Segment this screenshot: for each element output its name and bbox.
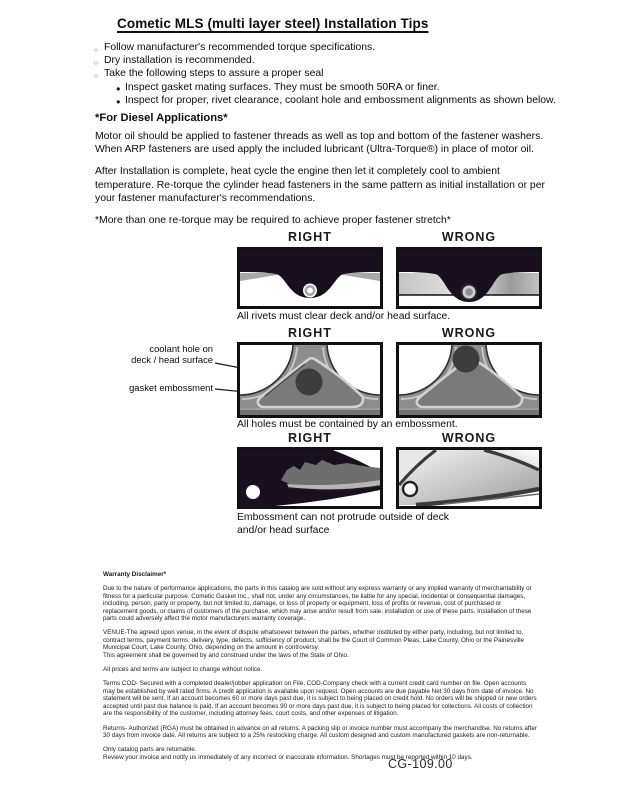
rivet-right-diagram	[237, 247, 383, 309]
diesel-paragraph: Motor oil should be applied to fastener threads as well as top and bottom of the fastener washers. When ARP fasteners are used apply the included lubricant (Ultra-Torque®) in place of motor oil.	[95, 131, 544, 156]
diesel-heading: *For Diesel Applications*	[95, 112, 228, 124]
installation-tips-list	[95, 41, 557, 107]
wrong-label: WRONG	[441, 326, 497, 340]
diagram-caption: Embossment can not protrude outside of deck and/or head surface	[237, 512, 449, 536]
tip-item: ○ Take the following steps to assure a proper seal	[95, 67, 557, 80]
diagram-caption: All holes must be contained by an embossment.	[237, 419, 458, 430]
right-label: RIGHT	[288, 326, 332, 340]
embossment-right-diagram	[237, 447, 383, 509]
tip-subitem: ● Inspect for proper, rivet clearance, coolant hole and embossment alignments as shown below.	[95, 94, 557, 107]
tip-item: ○ Follow manufacturer's recommended torque specifications.	[95, 41, 557, 54]
page-code: CG-109.00	[388, 757, 453, 771]
diagram-row-coolant-hole	[0, 326, 618, 432]
coolant-wrong-diagram	[396, 342, 542, 418]
coolant-right-diagram	[237, 342, 383, 418]
bolt-hole	[246, 485, 260, 499]
right-label: RIGHT	[288, 431, 332, 445]
coolant-hole	[296, 369, 323, 396]
legal-paragraph: All prices and terms are subject to change without notice.	[103, 666, 263, 674]
legal-paragraph: Due to the nature of performance applications, the parts in this catalog are sold without any express warranty or any implied warranty of merchantability or fitness for a particular purpose. Cometic Gasket Inc., shall not, under any circumstances, be liable for any special, incidental or consequential damages, including, person, party or property, but not limited to, damage, or loss of property or equipment, loss of profits or revenue, cost of purchased or replacement goods, or claims of customers of the purchase, which may arise and/or result from sale, installation or use of these parts. Installation of these parts could adversely affect the motor manufacturers warranty coverage.	[103, 585, 532, 623]
legal-paragraph: Terms COD- Secured with a completed dealer/jobber application on File, COD-Company check with a current credit card number on file. Open accounts may be established by well rated firms. A credit application is available upon request. Open accounts are due payable Net 30 days from date of invoice. No statement will be sent. If an account becomes 60 or more days past due, it is subject to being placed on credit hold. No orders will be shipped or new orders accepted until past due balance is paid. If an account becomes 90 or more days past due, it is subject to being placed for collections. All costs of collection are the responsibility of the customer, including attorney fees, court costs, and other expenses of litigation.	[103, 680, 537, 718]
legal-fine-print: Warranty Disclaimer* Due to the nature of performance applications, the parts in this catalog are sold without any express warranty or any implied warranty of merchantability or fitness for a particular purpose. Cometic Gasket Inc., shall not, under any circumstances, be liable for any special, incidental or consequential damages, including, person, party or property, but not limited to, damage, or loss of property or equipment, loss of profits or revenue, cost of purchased or replacement goods, or claims of customers of the purchase, which may arise and/or result from sale, installation or use of these parts. Installation of these parts could adversely affect the motor manufacturers warranty coverage. VENUE-The agreed upon venue, in the event of dispute whatsoever between the parties, whether instituted by either party, including, but not limited to, contract terms, payment terms, delivery, type, defects, sufficiency of product, shall be the Court of Common Pleas, Lake County, Ohio or the Painesville Municipal Court, Lake County, Ohio, depending on the amount in controversy. This agreement shall be governed by and construed under the laws of the State of Ohio. All prices and terms are subject to change without notice. Terms COD- Secured with a completed dealer/jobber application on File, COD-Company check with a current credit card number on file. Open accounts may be established by well rated firms. A credit application is available upon request. Open accounts are due payable Net 30 days from date of invoice. No statement will be sent. If an account becomes 60 or more days past due, it is subject to being placed on credit hold. No orders will be shipped or new orders accepted until past due balance is paid. If an account becomes 90 or more days past due, it is subject to being placed for collections. All costs of collection are the responsibility of the customer, including attorney fees, court costs, and other expenses of litigation. Returns- Authorized (RGA) must be obtained in advance on all returns. A packing slip or invoice number must accompany the merchandise. No returns after 30 days from invoice date. All returns are subject to a 25% restocking charge. All custom designed and custom manufactured gaskets are non-returnable. Only catalog parts are returnable. Review your invoice and notify us immediately of any incorrect or inaccurate information. Shortages must be reported within 10 days.	[103, 571, 538, 761]
diesel-paragraph: After Installation is complete, heat cycle the engine then let it completely cool to ambient temperature. Re-torque the cylinder head fasteners in the same pattern as initial installation or per your fastener manufacturer's recommendations.	[95, 166, 545, 204]
bolt-hole	[403, 482, 417, 496]
diesel-note: *More than one re-torque may be required to achieve proper fastener stretch*	[95, 215, 451, 227]
warranty-disclaimer-heading: Warranty Disclaimer*	[103, 571, 167, 578]
right-label: RIGHT	[288, 230, 332, 244]
wrong-label: WRONG	[441, 431, 497, 445]
wrong-label: WRONG	[441, 230, 497, 244]
coolant-hole-annotation: coolant hole on deck / head surface	[131, 343, 213, 365]
tip-item: ○ Dry installation is recommended.	[95, 54, 557, 67]
tip-subitem: ● Inspect gasket mating surfaces. They must be smooth 50RA or finer.	[95, 81, 557, 94]
page-title: Cometic MLS (multi layer steel) Installation Tips	[117, 16, 429, 31]
diagram-caption: All rivets must clear deck and/or head surface.	[237, 311, 451, 322]
diesel-applications-section	[95, 112, 557, 236]
embossment-wrong-diagram	[396, 447, 542, 509]
legal-paragraph: Returns- Authorized (RGA) must be obtained in advance on all returns. A packing slip or invoice number must accompany the merchandise. No returns after 30 days from invoice date. All returns are subject to a 25% restocking charge. All custom designed and custom manufactured gaskets are non-returnable.	[103, 724, 538, 739]
diagram-row-embossment	[0, 430, 618, 540]
rivet-wrong-diagram	[396, 247, 542, 309]
gasket-embossment-annotation: gasket embossment	[129, 382, 213, 393]
diagram-row-rivet-clearance	[0, 230, 618, 326]
coolant-hole	[453, 346, 480, 373]
